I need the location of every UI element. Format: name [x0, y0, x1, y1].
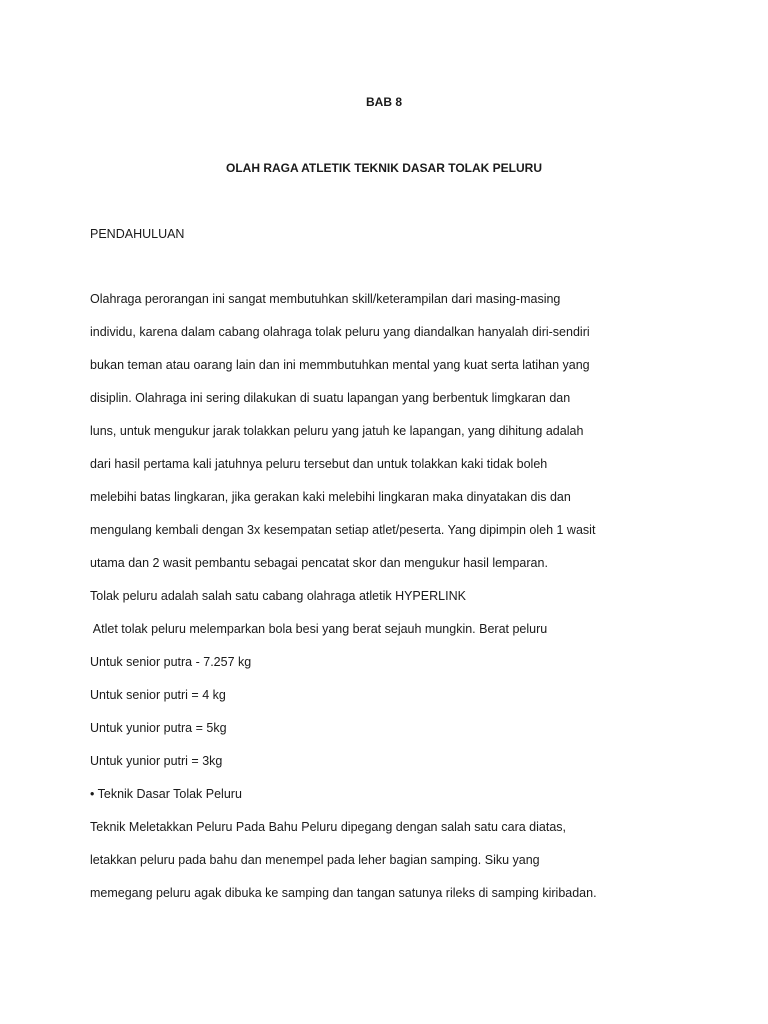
bullet-heading: • Teknik Dasar Tolak Peluru: [90, 787, 242, 801]
body-line: Tolak peluru adalah salah satu cabang olahraga atletik HYPERLINK: [90, 589, 466, 603]
body-line: disiplin. Olahraga ini sering dilakukan di suatu lapangan yang berbentuk limgkaran dan: [90, 391, 571, 405]
body-line: Atlet tolak peluru melemparkan bola besi yang berat sejauh mungkin. Berat peluru: [90, 622, 548, 636]
body-line: utama dan 2 wasit pembantu sebagai pencatat skor dan mengukur hasil lemparan.: [90, 556, 548, 570]
body-line: Teknik Meletakkan Peluru Pada Bahu Peluru dipegang dengan salah satu cara diatas,: [90, 820, 567, 834]
body-line: memegang peluru agak dibuka ke samping dan tangan satunya rileks di samping kiribadan.: [90, 886, 597, 900]
weight-line: Untuk yunior putri = 3kg: [90, 754, 223, 768]
body-line: mengulang kembali dengan 3x kesempatan setiap atlet/peserta. Yang dipimpin oleh 1 wasit: [90, 523, 596, 537]
weight-line: Untuk senior putra - 7.257 kg: [90, 655, 252, 669]
section-heading: PENDAHULUAN: [90, 227, 185, 241]
weight-line: Untuk yunior putra = 5kg: [90, 721, 227, 735]
body-line: letakkan peluru pada bahu dan menempel pada leher bagian samping. Siku yang: [90, 853, 540, 867]
body-line: Olahraga perorangan ini sangat membutuhkan skill/keterampilan dari masing-masing: [90, 292, 561, 306]
body-line: luns, untuk mengukur jarak tolakkan peluru yang jatuh ke lapangan, yang dihitung adalah: [90, 424, 584, 438]
body-line: melebihi batas lingkaran, jika gerakan kaki melebihi lingkaran maka dinyatakan dis dan: [90, 490, 571, 504]
document-title: OLAH RAGA ATLETIK TEKNIK DASAR TOLAK PELURU: [226, 161, 542, 175]
weight-line: Untuk senior putri = 4 kg: [90, 688, 226, 702]
body-line: individu, karena dalam cabang olahraga tolak peluru yang diandalkan hanyalah diri-sendiri: [90, 325, 590, 339]
body-line: bukan teman atau oarang lain dan ini memmbutuhkan mental yang kuat serta latihan yang: [90, 358, 590, 372]
chapter-label: BAB 8: [365, 95, 402, 109]
body-line: dari hasil pertama kali jatuhnya peluru tersebut dan untuk tolakkan kaki tidak boleh: [90, 457, 548, 471]
